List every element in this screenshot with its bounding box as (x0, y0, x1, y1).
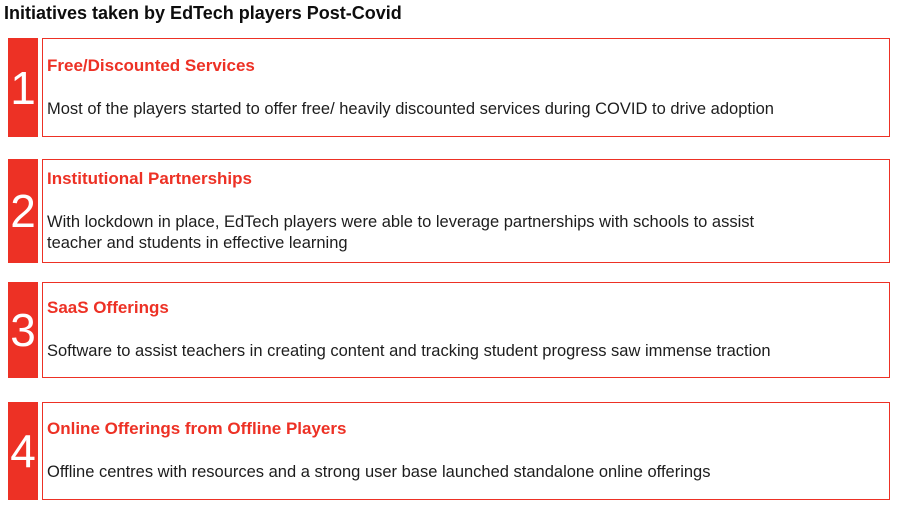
initiative-number: 1 (10, 61, 36, 114)
initiative-description-line: With lockdown in place, EdTech players were able to leverage partnerships with schools to assist (47, 212, 755, 231)
page-title: Initiatives taken by EdTech players Post-Covid (4, 3, 402, 23)
initiative-card (42, 282, 890, 378)
initiative-title: Institutional Partnerships (47, 168, 252, 188)
initiative-number: 4 (10, 425, 36, 477)
initiative-item-3 (8, 282, 890, 378)
initiative-number-badge (8, 159, 38, 263)
initiative-number: 3 (10, 304, 36, 356)
initiative-description-line: Offline centres with resources and a strong user base launched standalone online offerings (47, 463, 711, 481)
initiative-item-2 (8, 159, 890, 263)
initiative-card (42, 38, 890, 137)
initiative-item-4 (8, 402, 890, 500)
initiative-number-badge (8, 282, 38, 378)
initiative-number: 2 (10, 185, 36, 237)
initiative-title: Online Offerings from Offline Players (47, 419, 347, 438)
initiative-card (42, 159, 890, 263)
initiative-description-line: Most of the players started to offer free/ heavily discounted services during COVID to drive adoption (47, 99, 774, 118)
initiative-description-line: teacher and students in effective learning (47, 233, 348, 252)
initiative-number-badge (8, 38, 38, 137)
initiative-description-line: Software to assist teachers in creating content and tracking student progress saw immense traction (47, 342, 771, 360)
initiative-title: Free/Discounted Services (47, 55, 255, 75)
initiative-item-1 (8, 38, 890, 137)
initiative-number-badge (8, 402, 38, 500)
initiative-title: SaaS Offerings (47, 298, 169, 317)
initiative-card (42, 402, 890, 500)
